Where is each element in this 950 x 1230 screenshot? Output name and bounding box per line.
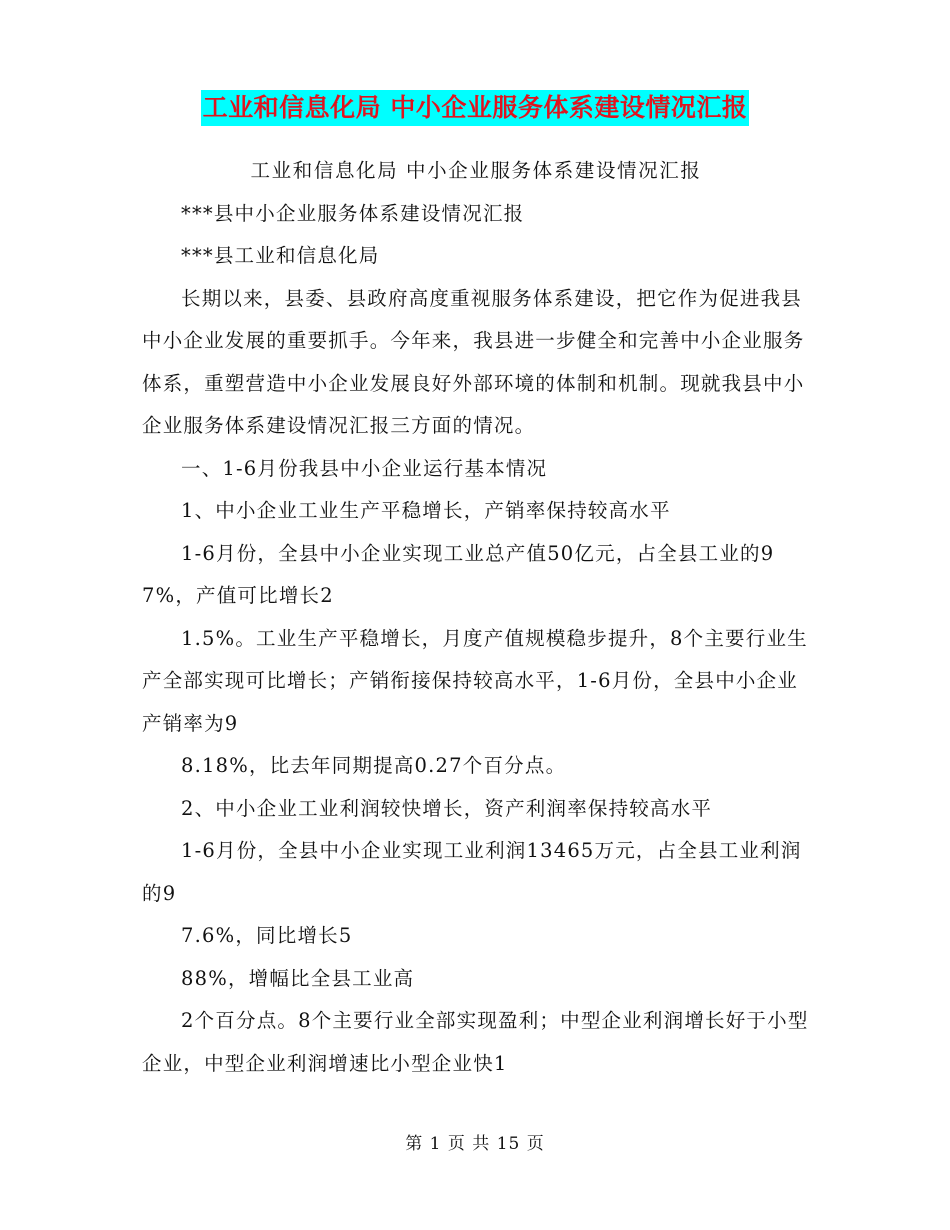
- report-heading: ***县中小企业服务体系建设情况汇报: [181, 201, 525, 225]
- body-paragraph: 88%，增幅比全县工业高: [181, 966, 415, 990]
- page-footer: 第 1 页 共 15 页: [405, 1134, 545, 1154]
- subsection-heading-2: 2、中小企业工业利润较快增长，资产利润率保持较高水平: [181, 796, 713, 820]
- body-paragraph: 1-6月份，全县中小企业实现工业总产值50亿元，占全县工业的97%，产值可比增长2: [142, 541, 775, 607]
- document-body: [142, 150, 810, 1085]
- body-paragraph: 1-6月份，全县中小企业实现工业利润13465万元，占全县工业利润的9: [142, 839, 802, 905]
- body-paragraph: 7.6%，同比增长5: [181, 924, 353, 947]
- body-paragraph: 1.5%。工业生产平稳增长，月度产值规模稳步提升，8个主要行业生产全部实现可比增长；产销衔接保持较高水平，1-6月份，全县中小企业产销率为9: [142, 626, 808, 735]
- body-paragraph: 8.18%，比去年同期提高0.27个百分点。: [181, 754, 567, 777]
- intro-paragraph: 长期以来，县委、县政府高度重视服务体系建设，把它作为促进我县中小企业发展的重要抓手。今年来，我县进一步健全和完善中小企业服务体系，重塑营造中小企业发展良好外部环境的体制和机制。现就我县中小企业服务体系建设情况汇报三方面的情况。: [142, 286, 805, 437]
- body-paragraph: 2个百分点。8个主要行业全部实现盈利；中型企业利润增长好于小型企业，中型企业利润增速比小型企业快1: [142, 1009, 809, 1075]
- report-author: ***县工业和信息化局: [181, 244, 380, 267]
- subsection-heading-1: 1、中小企业工业生产平稳增长，产销率保持较高水平: [181, 499, 671, 522]
- section-heading-1: 一、1-6月份我县中小企业运行基本情况: [181, 456, 548, 480]
- document-title: 工业和信息化局 中小企业服务体系建设情况汇报: [201, 90, 750, 126]
- subtitle-line: 工业和信息化局 中小企业服务体系建设情况汇报: [250, 159, 702, 182]
- title-container: [0, 90, 950, 126]
